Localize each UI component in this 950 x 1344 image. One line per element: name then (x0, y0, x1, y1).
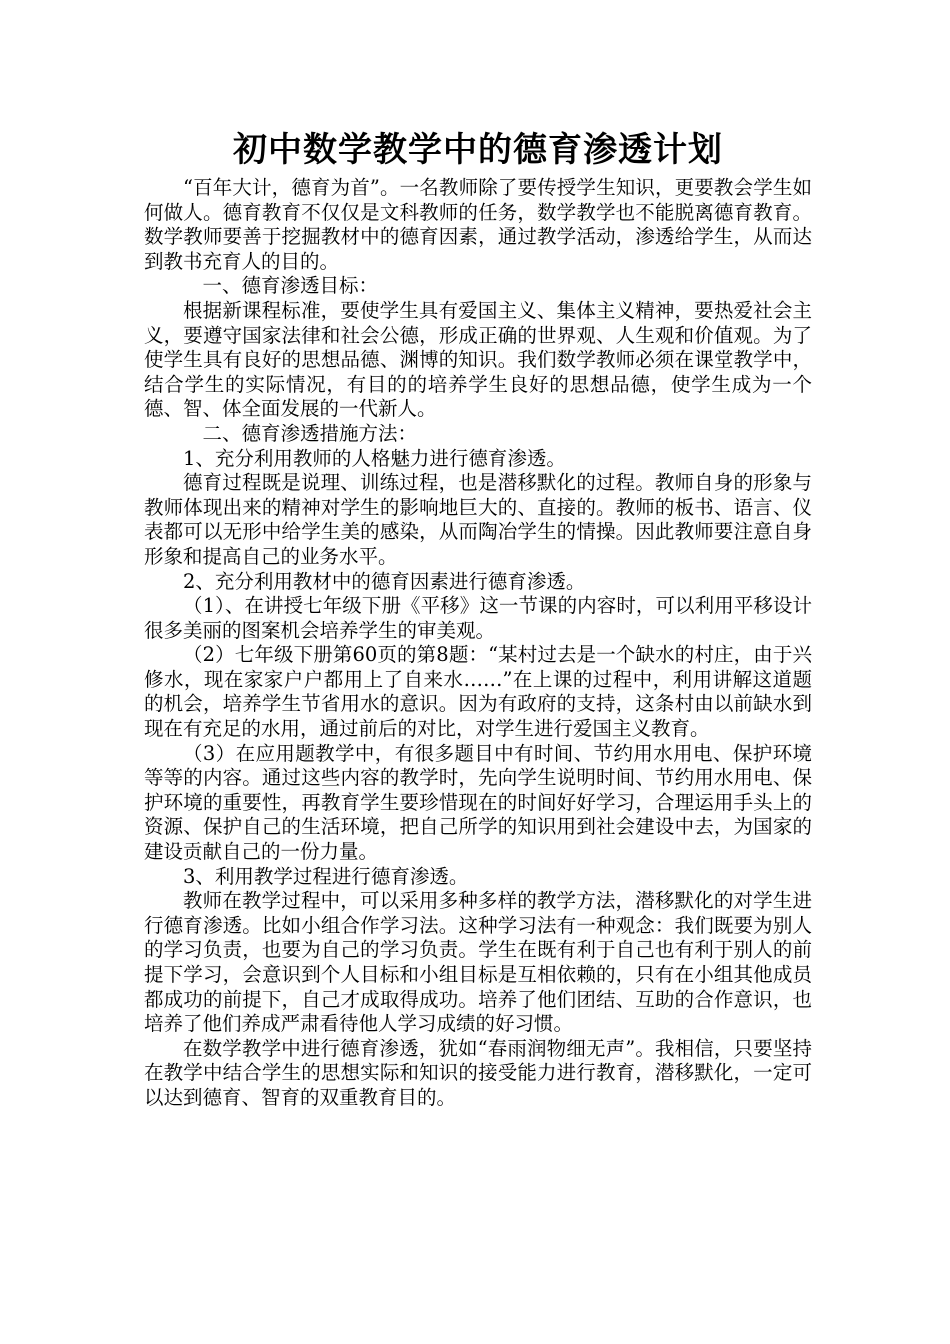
conclusion-paragraph: 在数学教学中进行德育渗透，犹如“春雨润物细无声”。我相信，只要坚持在教学中结合学生的思想实际和知识的接受能力进行教育，潜移默化，一定可以达到德育、智育的双重教育目的。 (144, 1036, 812, 1109)
section-heading-goals: 一、德育渗透目标： (202, 274, 379, 298)
method-3-paragraph: 教师在教学过程中，可以采用多种多样的教学方法，潜移默化的对学生进行德育渗透。比如小组合作学习法。这种学习法有一种观念：我们既要为别人的学习负责，也要为自己的学习负责。学生在既有利于自己也有利于别人的前提下学习，会意识到个人目标和小组目标是互相依赖的，只有在小组其他成员都成功的前提下，自己才成取得成功。培养了他们团结、互助的合作意识，也培养了他们养成严肃看待他人学习成绩的好习惯。 (144, 889, 812, 1036)
method-3-heading: 3、利用教学过程进行德育渗透。 (183, 864, 469, 888)
method-2-item-1: （1）、在讲授七年级下册《平移》这一节课的内容时，可以利用平移设计很多美丽的图案机会培养学生的审美观。 (144, 594, 812, 642)
method-2-item-3: （3）在应用题教学中，有很多题目中有时间、节约用水用电、保护环境等等的内容。通过这些内容的教学时，先向学生说明时间、节约用水用电、保护环境的重要性，再教育学生要珍惜现在的时间好好学习，合理运用手头上的资源、保护自己的生活环境，把自己所学的知识用到社会建设中去，为国家的建设贡献自己的一份力量。 (144, 741, 812, 864)
method-1-paragraph: 德育过程既是说理、训练过程，也是潜移默化的过程。教师自身的形象与教师体现出来的精神对学生的影响地巨大的、直接的。教师的板书、语言、仪表都可以无形中给学生美的感染，从而陶冶学生的情操。因此教师要注意自身形象和提高自己的业务水平。 (144, 471, 812, 568)
method-1-heading: 1、充分利用教师的人格魅力进行德育渗透。 (183, 446, 566, 470)
intro-paragraph: “百年大计，德育为首”。一名教师除了要传授学生知识，更要教会学生如何做人。德育教育不仅仅是文科教师的任务，数学教学也不能脱离德育教育。数学教师要善于挖掘教材中的德育因素，通过教学活动，渗透给学生，从而达到教书充育人的目的。 (144, 176, 812, 273)
goals-paragraph: 根据新课程标准，要使学生具有爱国主义、集体主义精神，要热爱社会主义，要遵守国家法律和社会公德，形成正确的世界观、人生观和价值观。为了使学生具有良好的思想品德、渊博的知识。我们数学教师必须在课堂教学中，结合学生的实际情况，有目的的培养学生良好的思想品德，使学生成为一个德、智、体全面发展的一代新人。 (144, 298, 812, 421)
section-heading-methods: 二、德育渗透措施方法： (202, 421, 418, 445)
method-2-heading: 2、充分利用教材中的德育因素进行德育渗透。 (183, 569, 586, 593)
document-page (144, 126, 812, 1111)
method-2-item-2: （2）七年级下册第60页的第8题：“某村过去是一个缺水的村庄，由于兴修水，现在家家户户都用上了自来水……”在上课的过程中，利用讲解这道题的机会，培养学生节省用水的意识。因为有政府的支持，这条村由以前缺水到现在有充足的水用，通过前后的对比，对学生进行爱国主义教育。 (144, 643, 812, 741)
document-title: 初中数学教学中的德育渗透计划 (233, 130, 723, 170)
